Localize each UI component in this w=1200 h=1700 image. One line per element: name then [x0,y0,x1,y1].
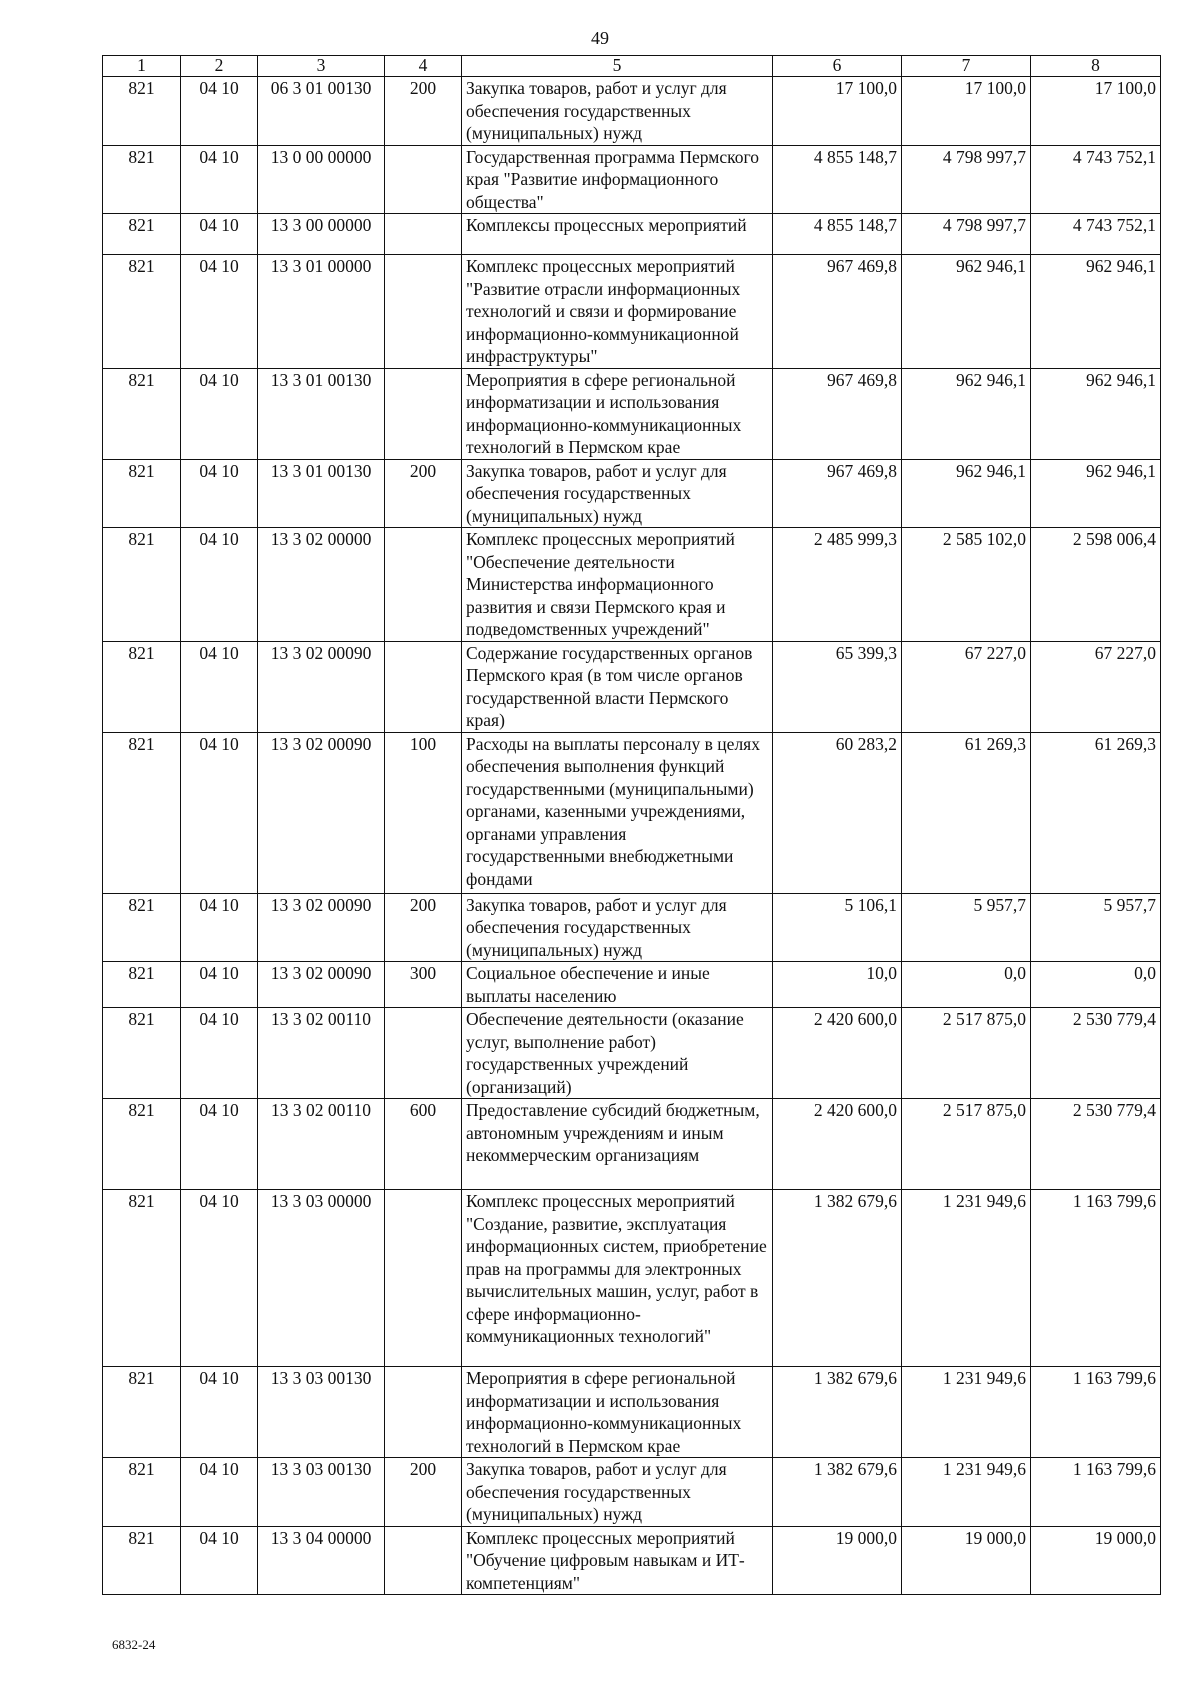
table-row [103,1367,1161,1458]
row-code-1: 821 [103,528,181,642]
amount-col8: 2 530 779,4 [1031,1099,1161,1190]
amount-col6: 19 000,0 [773,1526,902,1595]
column-header: 5 [462,56,773,77]
target-code: 13 3 02 00090 [258,962,385,1008]
expense-type-code: 100 [385,732,462,893]
row-code-1: 821 [103,1190,181,1367]
table-row [103,214,1161,255]
section-code: 04 10 [181,1099,258,1190]
expense-type-code [385,214,462,255]
row-description: Социальное обеспечение и иные выплаты населению [462,962,773,1008]
amount-col8: 2 598 006,4 [1031,528,1161,642]
table-row [103,732,1161,893]
table-row [103,528,1161,642]
row-code-1: 821 [103,641,181,732]
amount-col8: 962 946,1 [1031,368,1161,459]
amount-col7: 61 269,3 [902,732,1031,893]
amount-col6: 4 855 148,7 [773,214,902,255]
expense-type-code [385,368,462,459]
amount-col8: 4 743 752,1 [1031,214,1161,255]
expense-type-code: 200 [385,459,462,528]
amount-col6: 1 382 679,6 [773,1458,902,1527]
row-code-1: 821 [103,1526,181,1595]
amount-col6: 1 382 679,6 [773,1367,902,1458]
target-code: 13 3 03 00000 [258,1190,385,1367]
amount-col8: 962 946,1 [1031,459,1161,528]
row-code-1: 821 [103,732,181,893]
amount-col7: 4 798 997,7 [902,145,1031,214]
table-row [103,641,1161,732]
row-description: Расходы на выплаты персоналу в целях обеспечения выполнения функций государственными (муниципальными) органами, казенными учреждениями, органами управления государственными внебюджетными фондами [462,732,773,893]
row-description: Закупка товаров, работ и услуг для обеспечения государственных (муниципальных) нужд [462,1458,773,1527]
amount-col7: 17 100,0 [902,77,1031,146]
target-code: 13 3 02 00090 [258,893,385,962]
row-description: Закупка товаров, работ и услуг для обеспечения государственных (муниципальных) нужд [462,77,773,146]
amount-col8: 1 163 799,6 [1031,1190,1161,1367]
section-code: 04 10 [181,1367,258,1458]
amount-col6: 2 485 999,3 [773,528,902,642]
row-code-1: 821 [103,459,181,528]
target-code: 13 3 04 00000 [258,1526,385,1595]
row-code-1: 821 [103,893,181,962]
table-body [103,77,1161,1595]
target-code: 13 3 02 00000 [258,528,385,642]
row-description: Комплексы процессных мероприятий [462,214,773,255]
table-row [103,255,1161,369]
amount-col8: 61 269,3 [1031,732,1161,893]
target-code: 13 0 00 00000 [258,145,385,214]
column-header: 8 [1031,56,1161,77]
table-row [103,459,1161,528]
row-description: Комплекс процессных мероприятий "Развитие отрасли информационных технологий и связи и формирование информационно-коммуникационной инфраструктуры" [462,255,773,369]
section-code: 04 10 [181,732,258,893]
row-description: Предоставление субсидий бюджетным, автономным учреждениям и иным некоммерческим организациям [462,1099,773,1190]
row-code-1: 821 [103,1099,181,1190]
target-code: 06 3 01 00130 [258,77,385,146]
amount-col7: 962 946,1 [902,459,1031,528]
target-code: 13 3 00 00000 [258,214,385,255]
target-code: 13 3 01 00000 [258,255,385,369]
section-code: 04 10 [181,77,258,146]
column-header: 7 [902,56,1031,77]
amount-col8: 0,0 [1031,962,1161,1008]
row-code-1: 821 [103,368,181,459]
section-code: 04 10 [181,214,258,255]
target-code: 13 3 01 00130 [258,459,385,528]
row-code-1: 821 [103,145,181,214]
expense-type-code: 300 [385,962,462,1008]
amount-col7: 5 957,7 [902,893,1031,962]
expense-type-code [385,528,462,642]
amount-col6: 65 399,3 [773,641,902,732]
amount-col6: 17 100,0 [773,77,902,146]
amount-col7: 19 000,0 [902,1526,1031,1595]
table-row [103,145,1161,214]
table-row [103,1526,1161,1595]
section-code: 04 10 [181,1458,258,1527]
expense-type-code [385,641,462,732]
section-code: 04 10 [181,641,258,732]
target-code: 13 3 02 00090 [258,732,385,893]
row-description: Содержание государственных органов Пермского края (в том числе органов государственной власти Пермского края) [462,641,773,732]
target-code: 13 3 03 00130 [258,1367,385,1458]
expense-type-code: 200 [385,893,462,962]
amount-col7: 0,0 [902,962,1031,1008]
expense-type-code [385,1526,462,1595]
column-header: 3 [258,56,385,77]
target-code: 13 3 03 00130 [258,1458,385,1527]
amount-col6: 4 855 148,7 [773,145,902,214]
section-code: 04 10 [181,528,258,642]
amount-col8: 19 000,0 [1031,1526,1161,1595]
amount-col7: 1 231 949,6 [902,1190,1031,1367]
amount-col6: 967 469,8 [773,368,902,459]
expense-type-code [385,255,462,369]
row-code-1: 821 [103,1367,181,1458]
expense-type-code [385,1008,462,1099]
section-code: 04 10 [181,255,258,369]
table-row [103,1008,1161,1099]
column-header: 1 [103,56,181,77]
section-code: 04 10 [181,962,258,1008]
column-header: 6 [773,56,902,77]
expense-type-code: 200 [385,1458,462,1527]
expense-type-code: 600 [385,1099,462,1190]
row-code-1: 821 [103,255,181,369]
section-code: 04 10 [181,1190,258,1367]
table-row [103,893,1161,962]
expense-type-code [385,1367,462,1458]
section-code: 04 10 [181,459,258,528]
row-code-1: 821 [103,1458,181,1527]
expense-type-code: 200 [385,77,462,146]
row-code-1: 821 [103,214,181,255]
amount-col7: 2 517 875,0 [902,1099,1031,1190]
row-description: Комплекс процессных мероприятий "Обеспечение деятельности Министерства информационного развития и связи Пермского края и подведомственных учреждений" [462,528,773,642]
amount-col8: 962 946,1 [1031,255,1161,369]
amount-col6: 967 469,8 [773,255,902,369]
expense-type-code [385,145,462,214]
amount-col7: 1 231 949,6 [902,1367,1031,1458]
table-header [103,56,1161,77]
expense-type-code [385,1190,462,1367]
column-header: 4 [385,56,462,77]
table-row [103,77,1161,146]
row-description: Обеспечение деятельности (оказание услуг, выполнение работ) государственных учреждений (организаций) [462,1008,773,1099]
amount-col8: 67 227,0 [1031,641,1161,732]
row-description: Комплекс процессных мероприятий "Обучение цифровым навыкам и ИТ-компетенциям" [462,1526,773,1595]
amount-col8: 1 163 799,6 [1031,1458,1161,1527]
row-code-1: 821 [103,962,181,1008]
amount-col6: 10,0 [773,962,902,1008]
row-description: Мероприятия в сфере региональной информатизации и использования информационно-коммуникационных технологий в Пермском крае [462,1367,773,1458]
amount-col6: 5 106,1 [773,893,902,962]
row-code-1: 821 [103,1008,181,1099]
amount-col7: 2 517 875,0 [902,1008,1031,1099]
table-row [103,368,1161,459]
amount-col6: 60 283,2 [773,732,902,893]
amount-col6: 967 469,8 [773,459,902,528]
target-code: 13 3 01 00130 [258,368,385,459]
amount-col7: 962 946,1 [902,368,1031,459]
table-row [103,1458,1161,1527]
row-code-1: 821 [103,77,181,146]
column-header: 2 [181,56,258,77]
amount-col6: 2 420 600,0 [773,1008,902,1099]
amount-col8: 17 100,0 [1031,77,1161,146]
amount-col6: 1 382 679,6 [773,1190,902,1367]
row-description: Закупка товаров, работ и услуг для обеспечения государственных (муниципальных) нужд [462,893,773,962]
section-code: 04 10 [181,1008,258,1099]
header-row [103,56,1161,77]
section-code: 04 10 [181,1526,258,1595]
amount-col7: 1 231 949,6 [902,1458,1031,1527]
row-description: Государственная программа Пермского края "Развитие информационного общества" [462,145,773,214]
table-row [103,1099,1161,1190]
target-code: 13 3 02 00110 [258,1008,385,1099]
page-number: 49 [591,28,609,48]
row-description: Комплекс процессных мероприятий "Создание, развитие, эксплуатация информационных систем, приобретение прав на программы для электронных вычислительных машин, услуг, работ в сфере информационно-коммуникационных технологий" [462,1190,773,1367]
amount-col7: 2 585 102,0 [902,528,1031,642]
section-code: 04 10 [181,145,258,214]
amount-col8: 1 163 799,6 [1031,1367,1161,1458]
section-code: 04 10 [181,368,258,459]
amount-col7: 67 227,0 [902,641,1031,732]
row-description: Закупка товаров, работ и услуг для обеспечения государственных (муниципальных) нужд [462,459,773,528]
amount-col7: 4 798 997,7 [902,214,1031,255]
amount-col7: 962 946,1 [902,255,1031,369]
row-description: Мероприятия в сфере региональной информатизации и использования информационно-коммуникационных технологий в Пермском крае [462,368,773,459]
table-row [103,1190,1161,1367]
target-code: 13 3 02 00110 [258,1099,385,1190]
budget-table [102,55,1161,1595]
amount-col6: 2 420 600,0 [773,1099,902,1190]
section-code: 04 10 [181,893,258,962]
amount-col8: 2 530 779,4 [1031,1008,1161,1099]
table-row [103,962,1161,1008]
amount-col8: 5 957,7 [1031,893,1161,962]
amount-col8: 4 743 752,1 [1031,145,1161,214]
document-code: 6832-24 [112,1637,156,1652]
target-code: 13 3 02 00090 [258,641,385,732]
